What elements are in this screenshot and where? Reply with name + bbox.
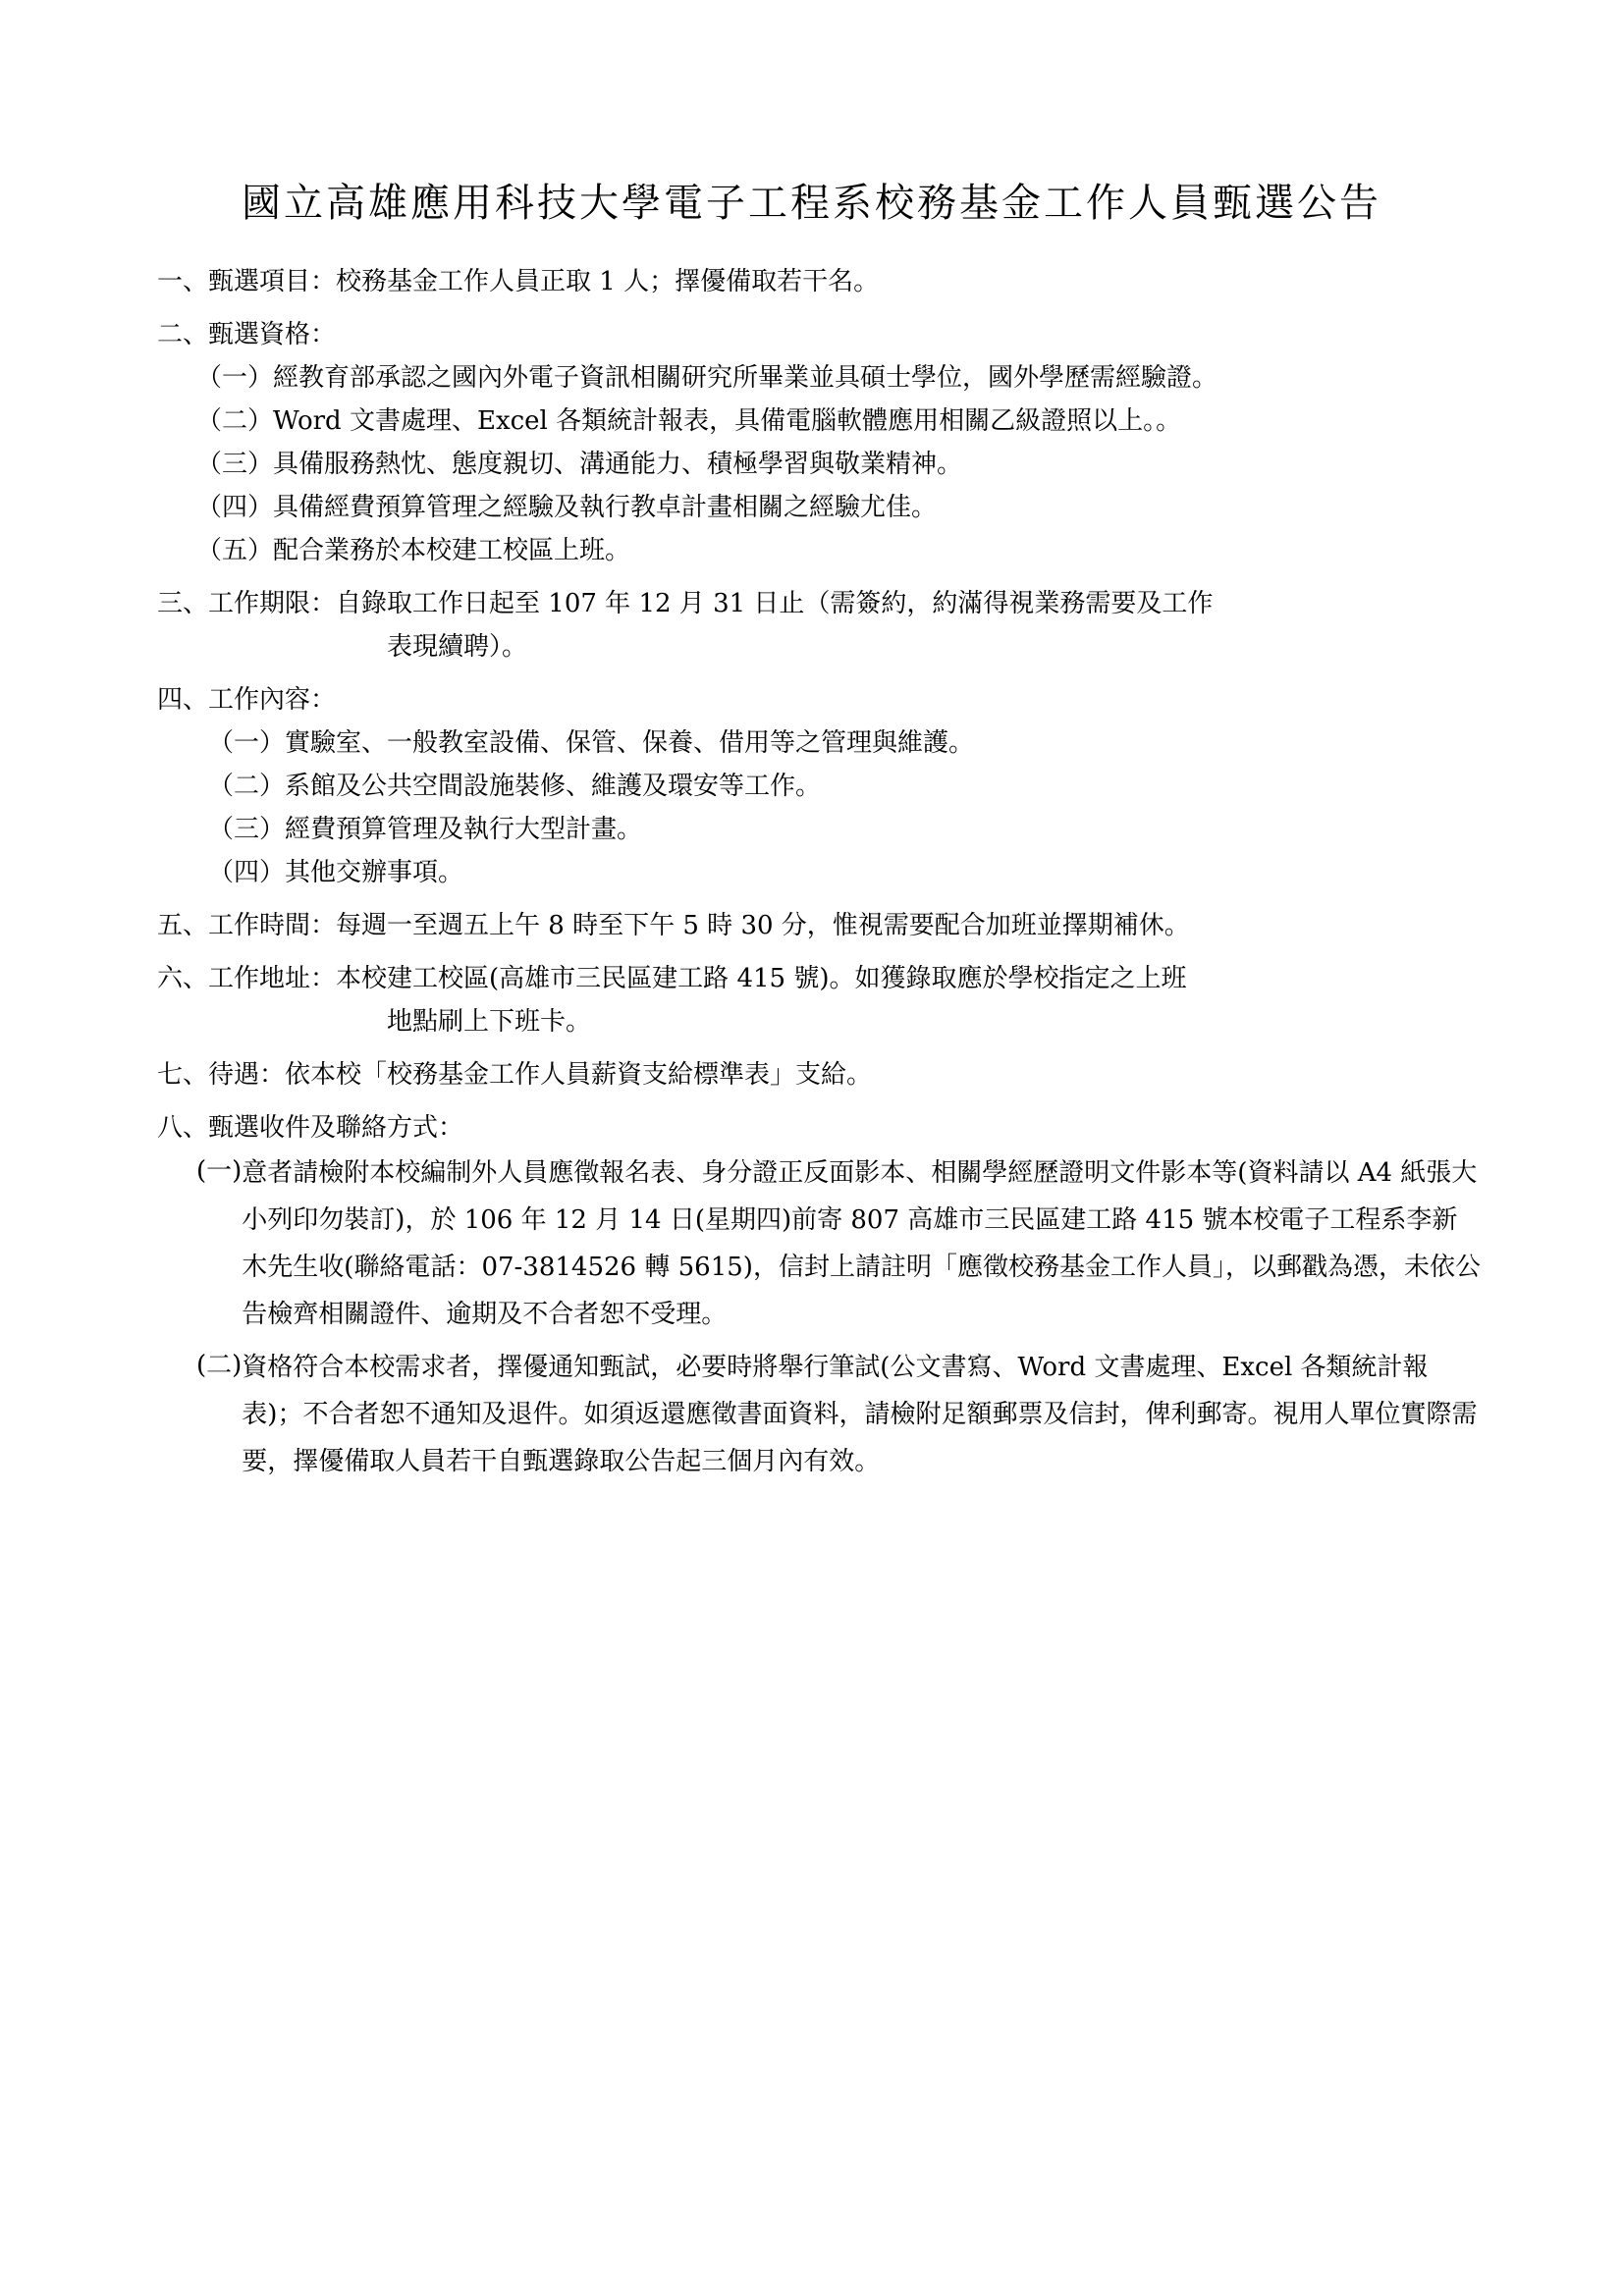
document-body — [157, 260, 1483, 1495]
section-marker: 五、 — [157, 911, 209, 940]
item-text: 資格符合本校需求者，擇優通知甄試，必要時將舉行筆試(公文書寫、Word 文書處理、Excel 各類統計報表)；不合者恕不通知及退件。如須返還應徵書面資料，請檢附足額郵票及信封，俾利郵寄。視用人單位實際需要，擇優備取人員若干自甄選錄取公告起三個月內有效。 — [242, 1353, 1478, 1476]
item-text: 配合業務於本校建工校區上班。 — [273, 536, 631, 565]
section-work-period — [157, 582, 1483, 668]
item-marker: (二) — [196, 1351, 243, 1380]
section-salary — [157, 1053, 1483, 1096]
section-marker: 四、 — [157, 685, 209, 715]
item-marker: (一) — [196, 1156, 243, 1186]
section-heading: 工作內容： — [208, 685, 337, 715]
list-item — [157, 851, 1483, 894]
item-marker: （一） — [208, 728, 286, 758]
item-text: 意者請檢附本校編制外人員應徵報名表、身分證正反面影本、相關學經歷證明文件影本等(資料請以 A4 紙張大小列印勿裝訂)，於 106 年 12 月 14 日(星期四)前寄 807 高雄市三民區建工路 415 號本校電子工程系李新木先生收(聯絡電話：07-3814526 轉 5615)，信封上請註明「應徵校務基金工作人員」，以郵戳為憑，未依公告檢齊相關證件、逾期及不合者恕不受理。 — [242, 1158, 1481, 1329]
item-text: 具備服務熱忱、態度親切、溝通能力、積極學習與敬業精神。 — [273, 450, 963, 479]
item-text: 其他交辦事項。 — [285, 858, 464, 887]
item-text: 具備經費預算管理之經驗及執行教卓計畫相關之經驗尤佳。 — [273, 493, 938, 522]
item-marker: （四） — [196, 493, 274, 522]
item-text: Word 文書處理、Excel 各類統計報表，具備電腦軟體應用相關乙級證照以上。。 — [273, 406, 1182, 436]
list-item — [157, 808, 1483, 851]
section-marker: 七、 — [157, 1060, 209, 1090]
section-selection-item — [157, 260, 1483, 303]
item-marker: （四） — [208, 858, 286, 887]
section-marker: 八、 — [157, 1113, 209, 1143]
section-heading: 工作期限： — [208, 589, 337, 618]
section-heading: 工作時間： — [208, 911, 337, 940]
section-text-continued: 地點刷上下班卡。 — [387, 1007, 592, 1037]
list-item — [157, 1344, 1483, 1485]
section-work-address — [157, 957, 1483, 1043]
section-text: 自錄取工作日起至 107 年 12 月 31 日止（需簽約，約滿得視業務需要及工作 — [336, 589, 1214, 618]
section-text: 本校建工校區(高雄市三民區建工路 415 號)。如獲錄取應於學校指定之上班 — [336, 964, 1187, 993]
item-text: 經費預算管理及執行大型計畫。 — [285, 815, 643, 844]
list-item — [157, 721, 1483, 765]
list-item — [157, 765, 1483, 808]
item-text: 經教育部承認之國內外電子資訊相關研究所畢業並具碩士學位，國外學歷需經驗證。 — [273, 363, 1218, 393]
list-item — [157, 486, 1483, 529]
item-marker: （二） — [208, 772, 286, 801]
section-text: 依本校「校務基金工作人員薪資支給標準表」支給。 — [285, 1060, 873, 1090]
section-marker: 六、 — [157, 964, 209, 993]
section-application-contact — [157, 1106, 1483, 1485]
section-heading: 待遇： — [208, 1060, 286, 1090]
section-work-hours — [157, 904, 1483, 947]
item-marker: （二） — [196, 406, 274, 436]
list-item — [157, 529, 1483, 572]
item-text: 系館及公共空間設施裝修、維護及環安等工作。 — [285, 772, 822, 801]
section-heading: 甄選項目： — [208, 267, 337, 296]
document-title: 國立高雄應用科技大學電子工程系校務基金工作人員甄選公告 — [242, 181, 1381, 226]
section-text: 每週一至週五上午 8 時至下午 5 時 30 分，惟視需要配合加班並擇期補休。 — [336, 911, 1190, 940]
section-marker: 三、 — [157, 589, 209, 618]
list-item — [157, 356, 1483, 400]
section-heading: 工作地址： — [208, 964, 337, 993]
section-heading: 甄選資格： — [208, 320, 337, 349]
list-item — [157, 1149, 1483, 1338]
section-qualifications — [157, 313, 1483, 572]
section-marker: 二、 — [157, 320, 209, 349]
item-marker: （三） — [208, 815, 286, 844]
item-marker: （三） — [196, 450, 274, 479]
section-heading: 甄選收件及聯絡方式： — [208, 1113, 464, 1143]
section-text: 校務基金工作人員正取 1 人；擇優備取若干名。 — [336, 267, 880, 296]
list-item — [157, 400, 1483, 443]
item-marker: （一） — [196, 363, 274, 393]
list-item — [157, 443, 1483, 486]
section-job-content — [157, 678, 1483, 894]
item-text: 實驗室、一般教室設備、保管、保養、借用等之管理與維護。 — [285, 728, 975, 758]
item-marker: （五） — [196, 536, 274, 565]
section-marker: 一、 — [157, 267, 209, 296]
section-text-continued: 表現續聘）。 — [387, 632, 528, 662]
